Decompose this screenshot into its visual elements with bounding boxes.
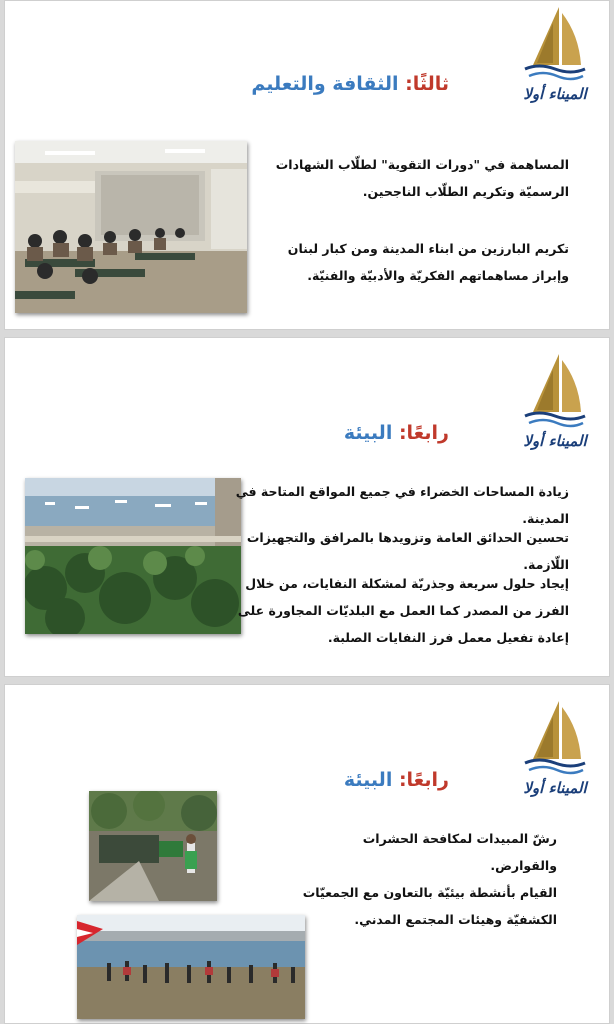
paragraph: إيجاد حلول سريعة وجذريّة لمشكلة النفايات، من خلال الفرز من المصدر كما العمل مع البلديّات المجاورة على إعادة تفعيل معمل فرز النفايات الصلبة. xyxy=(237,576,569,645)
section-card-culture xyxy=(4,0,610,330)
spraying-photo xyxy=(89,791,217,901)
heading-number: رابعًا: xyxy=(398,422,449,444)
paragraph: تحسين الحدائق العامة وتزويدها بالمرافق والتجهيزات اللّازمة. xyxy=(246,530,569,572)
paragraph: زيادة المساحات الخضراء في جميع المواقع المتاحة في المدينة. xyxy=(235,484,569,526)
heading-topic: البيئة xyxy=(343,422,393,444)
logo-text: الميناء أولا xyxy=(523,432,587,450)
section-heading xyxy=(344,422,449,444)
sailboat-icon xyxy=(519,699,591,777)
paragraph: تكريم البارزين من ابناء المدينة ومن كبار لبنان وإبراز مساهماتهم الفكريّة والأدبيّة والفنيّة. xyxy=(287,241,569,283)
heading-number: ثالثًا: xyxy=(405,73,449,95)
classroom-photo xyxy=(15,141,247,313)
logo-text: الميناء أولا xyxy=(523,85,587,103)
harbor-photo xyxy=(25,478,241,634)
beach-cleanup-photo xyxy=(77,915,305,1019)
heading-topic: الثقافة والتعليم xyxy=(251,73,399,95)
section-heading xyxy=(251,73,449,95)
paragraph: القيام بأنشطة بيئيّة بالتعاون مع الجمعيّات الكشفيّة وهيئات المجتمع المدني. xyxy=(302,885,557,927)
paragraph: المساهمة في "دورات التقوية" لطلّاب الشهادات الرسميّة وتكريم الطلّاب الناجحين. xyxy=(275,157,569,199)
section-card-environment xyxy=(4,337,610,677)
section-heading xyxy=(344,769,449,791)
heading-number: رابعًا: xyxy=(398,769,449,791)
sailboat-icon xyxy=(519,352,591,430)
logo xyxy=(519,699,591,797)
logo-text: الميناء أولا xyxy=(523,779,587,797)
heading-topic: البيئة xyxy=(343,769,393,791)
sailboat-icon xyxy=(519,5,591,83)
logo xyxy=(519,5,591,103)
section-card-environment-2 xyxy=(4,684,610,1024)
paragraph: رشّ المبيدات لمكافحة الحشرات والقوارض. xyxy=(362,831,557,873)
logo xyxy=(519,352,591,450)
